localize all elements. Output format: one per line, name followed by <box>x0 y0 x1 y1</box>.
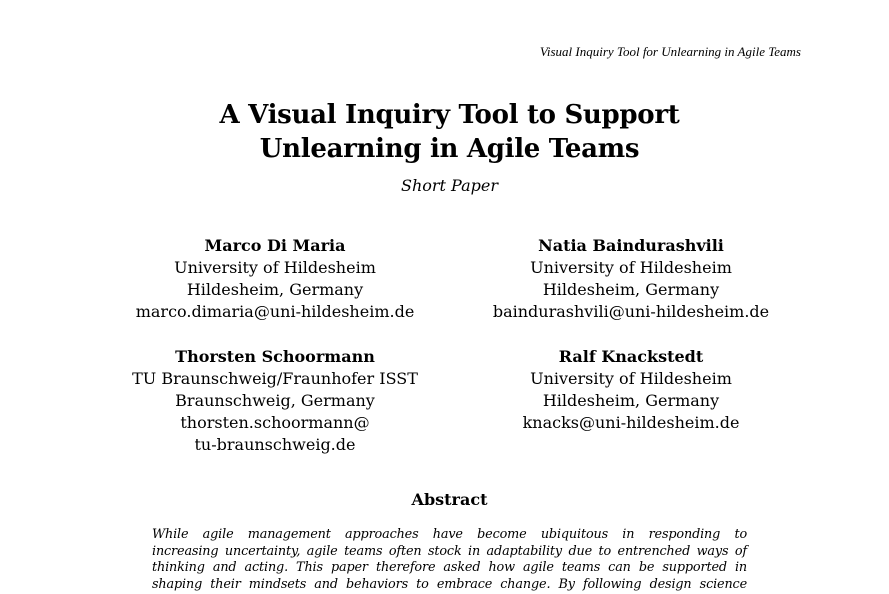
paper-subtitle: Short Paper <box>400 176 498 195</box>
abstract-heading: Abstract <box>411 490 488 509</box>
author-email: marco.dimaria@uni-hildesheim.de <box>135 302 415 321</box>
author-location: Hildesheim, Germany <box>542 280 720 299</box>
author-email: thorsten.schoormann@ <box>180 413 370 432</box>
author-location: Hildesheim, Germany <box>542 391 720 410</box>
abstract-line: thinking and acting. This paper therefore asked how agile teams can be supported in <box>152 560 747 575</box>
author-affiliation: University of Hildesheim <box>174 258 376 277</box>
title-line-2: Unlearning in Agile Teams <box>259 134 640 164</box>
paper-title <box>0 98 889 166</box>
running-header: Visual Inquiry Tool for Unlearning in Agile Teams <box>539 44 801 59</box>
abstract-line: While agile management approaches have become ubiquitous in responding to <box>152 527 747 542</box>
abstract-body <box>152 527 747 593</box>
author-name: Marco Di Maria <box>204 236 346 255</box>
author-affiliation: TU Braunschweig/Fraunhofer ISST <box>132 369 418 388</box>
title-line-1: A Visual Inquiry Tool to Support <box>219 100 680 130</box>
author-name: Natia Baindurashvili <box>538 236 724 255</box>
author-location: Braunschweig, Germany <box>175 391 375 410</box>
author-affiliation: University of Hildesheim <box>530 258 732 277</box>
author-name: Thorsten Schoormann <box>175 347 375 366</box>
author-affiliation: University of Hildesheim <box>530 369 732 388</box>
author-block-2 <box>451 235 811 323</box>
abstract-line: increasing uncertainty, agile teams often stock in adaptability due to entrenched ways of <box>152 543 747 559</box>
author-email: baindurashvili@uni-hildesheim.de <box>492 302 770 321</box>
author-name: Ralf Knackstedt <box>558 347 704 366</box>
author-block-4 <box>451 346 811 434</box>
author-email: knacks@uni-hildesheim.de <box>522 413 740 432</box>
author-location: Hildesheim, Germany <box>186 280 364 299</box>
author-email-continued: tu-braunschweig.de <box>194 435 356 454</box>
author-block-1 <box>95 235 455 323</box>
author-block-3 <box>95 346 455 456</box>
abstract-line: shaping their mindsets and behaviors to embrace change. By following design science <box>152 576 747 592</box>
